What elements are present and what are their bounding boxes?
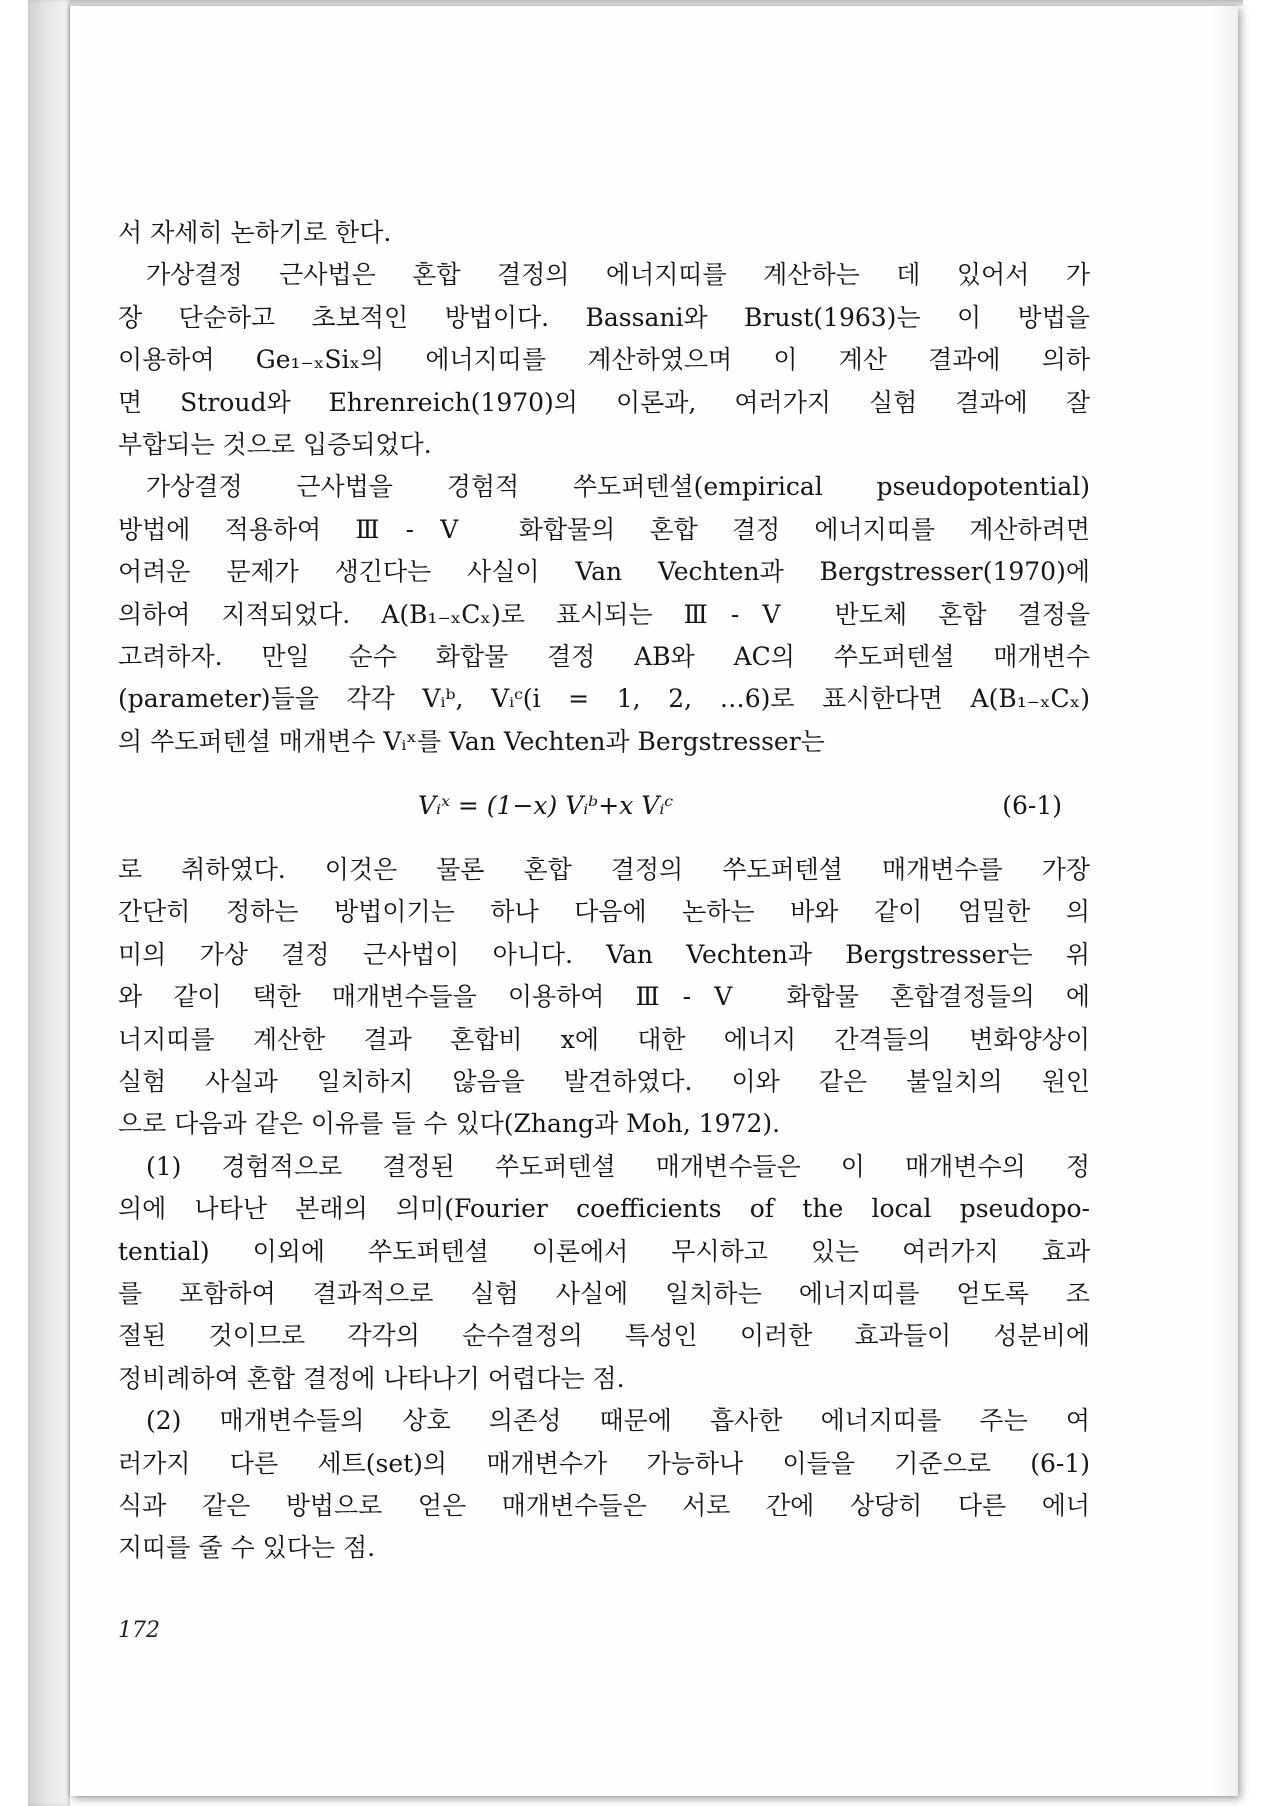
text-line: 장 단순하고 초보적인 방법이다. Bassani와 Brust(1963)는 이 방법을 [118,302,1090,332]
text-line: 를 포함하여 결과적으로 실험 사실에 일치하는 에너지띠를 얻도록 조 [118,1278,1090,1308]
text-line: 부합되는 것으로 입증되었다. [118,429,432,459]
text-line: 가상결정 근사법을 경험적 쑤도퍼텐셜(empirical pseudopotential) [146,472,1090,502]
text-line: (2) 매개변수들의 상호 의존성 때문에 흡사한 에너지띠를 주는 여 [146,1406,1090,1436]
text-line: 이용하여 Ge₁₋ₓSiₓ의 에너지띠를 계산하였으며 이 계산 결과에 의하 [118,345,1090,375]
text-line: 지띠를 줄 수 있다는 점. [118,1533,376,1563]
page-edge-shadow [1210,6,1238,1796]
text-line: 절된 것이므로 각각의 순수결정의 특성인 이러한 효과들이 성분비에 [118,1321,1090,1351]
text-line: 으로 다음과 같은 이유를 들 수 있다(Zhang과 Moh, 1972). [118,1109,781,1139]
text-line: 너지띠를 계산한 결과 혼합비 x에 대한 에너지 간격들의 변화양상이 [118,1024,1090,1054]
text-line: 고려하자. 만일 순수 화합물 결정 AB와 AC의 쑤도퍼텐셜 매개변수 [118,641,1090,671]
text-line: (1) 경험적으로 결정된 쑤도퍼텐셜 매개변수들은 이 매개변수의 정 [146,1151,1090,1181]
text-line: (parameter)들을 각각 Vᵢᵇ, Vᵢᶜ(i = 1, 2, …6)로 표시한다면 A(B₁₋ₓCₓ) [118,684,1090,714]
paragraphs-after-equation [118,849,1090,1570]
text-line: 가상결정 근사법은 혼합 결정의 에너지띠를 계산하는 데 있어서 가 [146,260,1090,290]
text-line: 간단히 정하는 방법이기는 하나 다음에 논하는 바와 같이 엄밀한 의 [118,897,1090,927]
text-line: 의에 나타난 본래의 의미(Fourier coefficients of the local pseudopo- [118,1194,1090,1224]
text-line: 미의 가상 결정 근사법이 아니다. Van Vechten과 Bergstresser는 위 [118,939,1090,969]
equation: Vᵢˣ = (1−x) Vᵢᵇ+x Vᵢᶜ [418,790,674,820]
text-line: 의하여 지적되었다. A(B₁₋ₓCₓ)로 표시되는 Ⅲ-Ⅴ 반도체 혼합 결정을 [118,599,1090,629]
page-number: 172 [118,1618,160,1643]
paragraphs-before-equation [118,212,1090,763]
book-spine [28,0,70,1806]
text-line: 서 자세히 논하기로 한다. [118,218,392,247]
equation-block [118,763,1090,849]
text-line: 정비례하여 혼합 결정에 나타나기 어렵다는 점. [118,1363,625,1393]
text-line: 의 쑤도퍼텐셜 매개변수 Vᵢˣ를 Van Vechten과 Bergstresser는 [118,726,825,756]
text-line: 로 취하였다. 이것은 물론 혼합 결정의 쑤도퍼텐셜 매개변수를 가장 [118,855,1090,885]
equation-number: (6-1) [1002,790,1062,820]
text-line: 면 Stroud와 Ehrenreich(1970)의 이론과, 여러가지 실험 결과에 잘 [118,387,1090,417]
text-line: 어려운 문제가 생긴다는 사실이 Van Vechten과 Bergstresser(1970)에 [118,557,1090,587]
text-line: tential) 이외에 쑤도퍼텐셜 이론에서 무시하고 있는 여러가지 효과 [118,1236,1090,1266]
text-line: 러가지 다른 세트(set)의 매개변수가 가능하나 이들을 기준으로 (6-1) [118,1448,1090,1478]
text-line: 와 같이 택한 매개변수들을 이용하여 Ⅲ-Ⅴ 화합물 혼합결정들의 에 [118,982,1090,1012]
text-line: 식과 같은 방법으로 얻은 매개변수들은 서로 간에 상당히 다른 에너 [118,1490,1090,1520]
body-text [118,212,1090,1570]
text-line: 방법에 적용하여 Ⅲ-Ⅴ 화합물의 혼합 결정 에너지띠를 계산하려면 [118,514,1090,544]
text-line: 실험 사실과 일치하지 않음을 발견하였다. 이와 같은 불일치의 원인 [118,1067,1090,1097]
